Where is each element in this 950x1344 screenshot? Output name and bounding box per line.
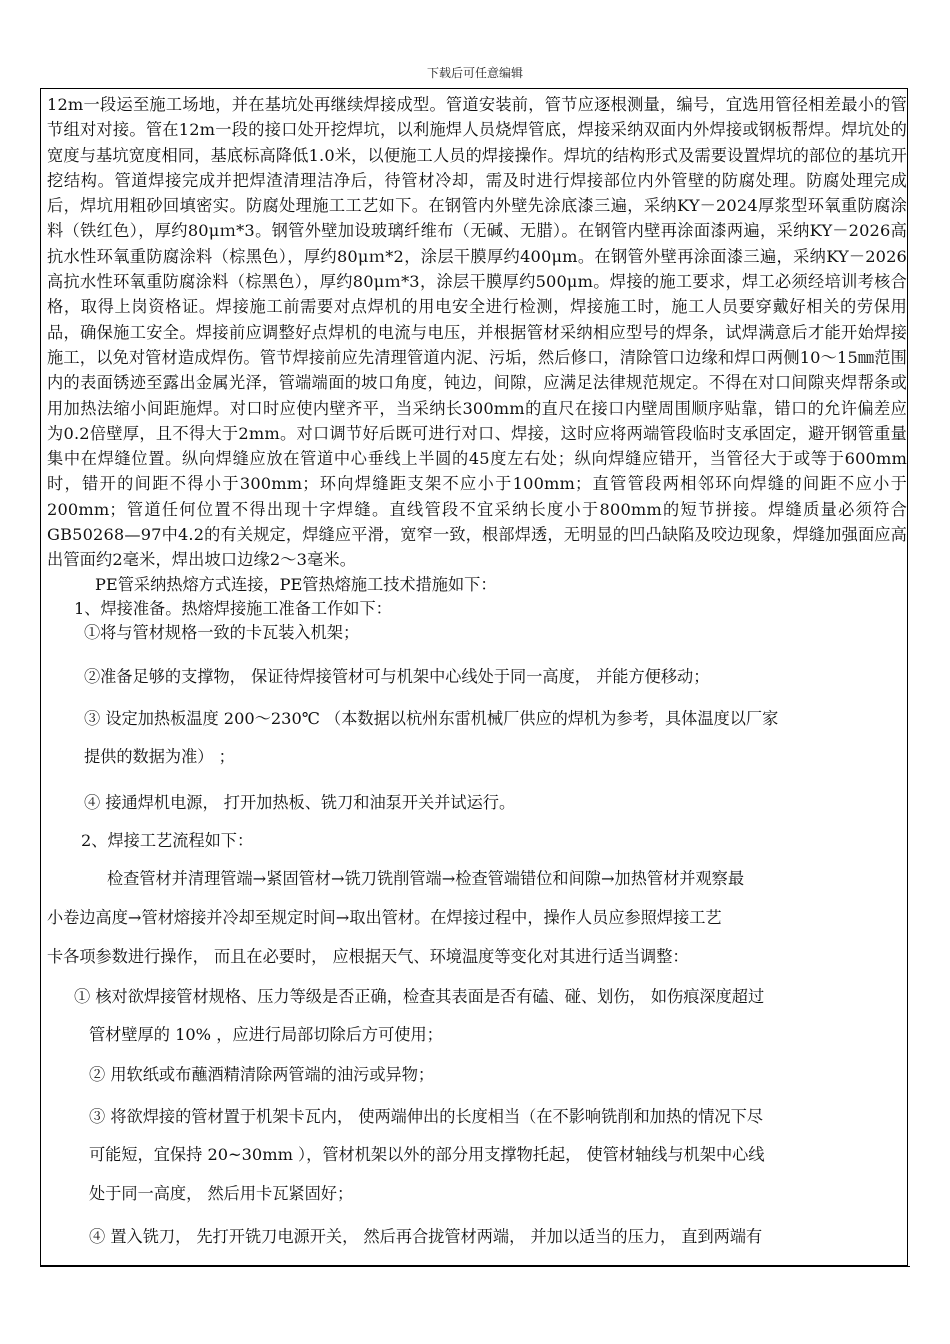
- prep-step-4: ④ 接通焊机电源， 打开加热板、铣刀和油泵开关并试运行。: [84, 792, 516, 812]
- section-2-title: 2、焊接工艺流程如下：: [81, 830, 254, 850]
- operation-step-4-line-1: ④ 置入铣刀， 先打开铣刀电源开关， 然后再合拢管材两端， 并加以适当的压力， 直到两端有: [89, 1226, 763, 1246]
- prep-step-3-line-2: 提供的数据为准） ；: [84, 746, 235, 766]
- operation-step-3-line-3: 处于同一高度， 然后用卡瓦紧固好；: [89, 1183, 354, 1203]
- download-note: 下载后可任意编辑: [426, 66, 523, 80]
- operation-step-2: ② 用软纸或布蘸酒精清除两管端的油污或异物；: [89, 1064, 435, 1084]
- steel-pipe-welding-paragraph: 12m一段运至施工场地，并在基坑处再继续焊接成型。管道安装前，管节应逐根测量，编号，宜选用管径相差最小的管节组对对接。管在12m一段的接口处开挖焊坑，以利施焊人员烧焊管底，焊接采纳双面内外焊接或钢板帮焊。焊坑处的宽度与基坑宽度相同，基底标高降低1.0米，以便施工人员的焊接操作。焊坑的结构形式及需要设置焊坑的部位的基坑开挖结构。管道焊接完成并把焊渣清理洁净后，待管材冷却，需及时进行焊接部位内外管壁的防腐处理。防腐处理完成后，焊坑用粗砂回填密实。防腐处理施工工艺如下。在钢管内外壁先涂底漆三遍，采纳KY－2024厚浆型环氧重防腐涂料（铁红色），厚约80μｍ*3。钢管外壁加设玻璃纤维布（无碱、无腊）。在钢管内壁再涂面漆两遍，采纳KY－2026高抗水性环氧重防腐涂料（棕黑色），厚约80μｍ*2，涂层干膜厚约400μm。在钢管外壁再涂面漆三遍，采纳KY－2026高抗水性环氧重防腐涂料（棕黑色），厚约80μｍ*3，涂层干膜厚约500μm。焊接的施工要求，焊工必须经培训考核合格，取得上岗资格证。焊接施工前需要对点焊机的用电安全进行检测，焊接施工时，施工人员要穿戴好相关的劳保用品，确保施工安全。焊接前应调整好点焊机的电流与电压，并根据管材采纳相应型号的焊条，试焊满意后才能开始焊接施工，以免对管材造成焊伤。管节焊接前应先清理管道内泥、污垢，然后修口，清除管口边缘和焊口两侧10～15㎜范围内的表面锈迹至露出金属光泽，管端端面的坡口角度，钝边，间隙，应满足法律规范规定。不得在对口间隙夹焊帮条或用加热法缩小间距施焊。对口时应使内壁齐平，当采纳长300mm的直尺在接口内壁周围顺序贴靠，错口的允许偏差应为0.2倍壁厚，且不得大于2mm。对口调节好后既可进行对口、焊接，这时应将两端管段临时支承固定，避开钢管重量集中在焊缝位置。纵向焊缝应放在管道中心垂线上半圆的45度左右处；纵向焊缝应错开，当管径大于或等于600mm时，错开的间距不得小于300mm；环向焊缝距支架不应小于100mm；直管管段两相邻环向焊缝的间距不应小于200mm；管道任何位置不得出现十字焊缝。直线管段不宜采纳长度小于800mm的短节拼接。焊缝质量必须符合GB50268—97中4.2的有关规定，焊缝应平滑，宽窄一致，根部焊透，无明显的凹凸缺陷及咬边现象，焊缝加强面应高出管面约2毫米，焊出坡口边缘2～3毫米。: [47, 95, 907, 570]
- process-flow-line-3: 卡各项参数进行操作， 而且在必要时， 应根据天气、环境温度等变化对其进行适当调整：: [47, 946, 689, 966]
- prep-step-3-line-1: ③ 设定加热板温度 200～230℃ （本数据以杭州东雷机械厂供应的焊机为参考，具体温度以厂家: [84, 708, 779, 728]
- operation-step-3-line-1: ③ 将欲焊接的管材置于机架卡瓦内， 使两端伸出的长度相当（在不影响铣削和加热的情况下尽: [89, 1106, 763, 1126]
- process-flow-line-2: 小卷边高度→管材熔接并冷却至规定时间→取出管材。在焊接过程中，操作人员应参照焊接工艺: [47, 907, 722, 927]
- section-1-title: 1、焊接准备。热熔焊接施工准备工作如下：: [74, 598, 392, 618]
- pe-pipe-intro: PE管采纳热熔方式连接，PE管热熔施工技术措施如下：: [95, 574, 497, 594]
- prep-step-2: ②准备足够的支撑物， 保证待焊接管材可与机架中心线处于同一高度， 并能方便移动；: [84, 666, 710, 686]
- operation-step-1-line-2: 管材壁厚的 10% ，应进行局部切除后方可使用；: [89, 1024, 443, 1044]
- document-body: [47, 92, 907, 1256]
- frame-bottom-rule: [40, 1266, 910, 1267]
- operation-step-3-line-2: 可能短，宜保持 20~30mm ），管材机架以外的部分用支撑物托起， 使管材轴线与机架中心线: [89, 1144, 765, 1164]
- prep-step-1: ①将与管材规格一致的卡瓦装入机架；: [84, 622, 360, 642]
- process-flow-line-1: 检查管材并清理管端→紧固管材→铣刀铣削管端→检查管端错位和间隙→加热管材并观察最: [107, 868, 745, 888]
- operation-step-1-line-1: ① 核对欲焊接管材规格、压力等级是否正确，检查其表面是否有磕、碰、划伤， 如伤痕深度超过: [74, 986, 765, 1006]
